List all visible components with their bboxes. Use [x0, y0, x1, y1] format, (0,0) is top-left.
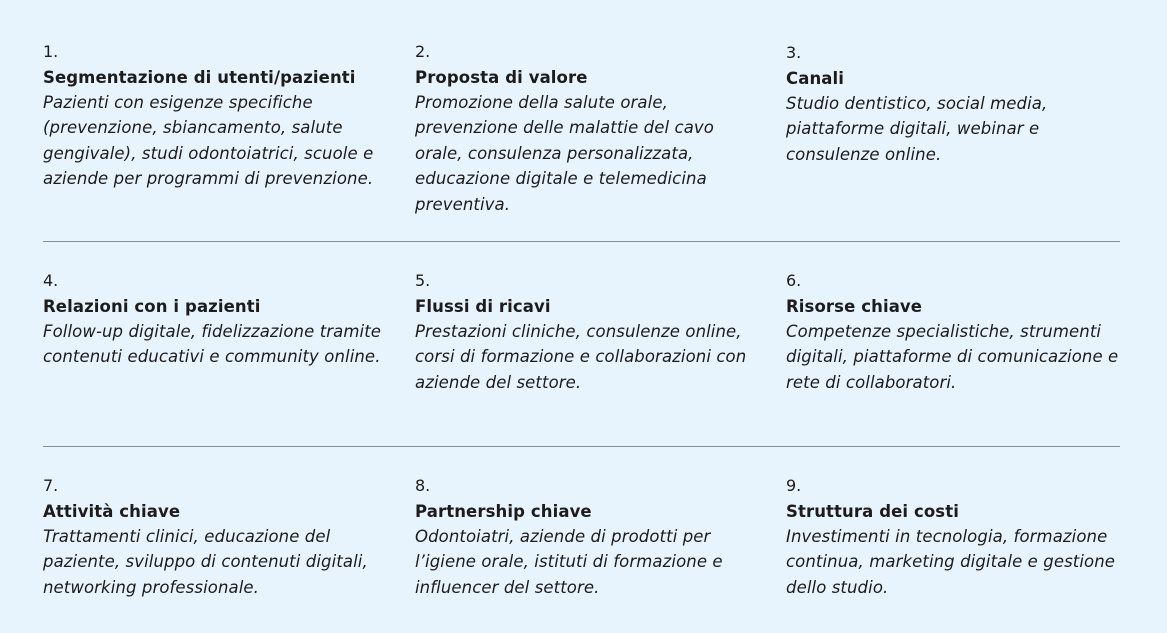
block-title: Relazioni con i pazienti [43, 297, 261, 316]
block-title: Proposta di valore [415, 68, 588, 87]
block-number: 8. [415, 476, 431, 495]
block-number: 6. [786, 271, 802, 290]
block-description: Prestazioni cliniche, consulenze online, corsi di formazione e collaborazioni con aziende del settore. [415, 322, 747, 392]
block-description: Pazienti con esigenze specifiche (prevenzione, sbiancamento, salute gengivale), studi odontoiatrici, scuole e aziende per programmi di prevenzione. [43, 93, 374, 189]
block-relazioni-con-i-pazienti [43, 271, 383, 370]
block-flussi-di-ricavi [415, 271, 755, 395]
block-number: 9. [786, 476, 802, 495]
block-title: Partnership chiave [415, 502, 592, 521]
block-description: Odontoiatri, aziende di prodotti per l’igiene orale, istituti di formazione e influencer del settore. [415, 527, 723, 597]
block-title: Flussi di ricavi [415, 297, 551, 316]
block-number: 2. [415, 42, 431, 61]
block-number: 5. [415, 271, 431, 290]
block-description: Follow-up digitale, fidelizzazione tramite contenuti educativi e community online. [43, 322, 382, 367]
block-number: 3. [786, 43, 802, 62]
row-divider-1 [43, 241, 1120, 242]
block-description: Studio dentistico, social media, piattaforme digitali, webinar e consulenze online. [786, 94, 1048, 164]
block-number: 4. [43, 271, 59, 290]
row-divider-2 [43, 446, 1120, 447]
block-title: Risorse chiave [786, 297, 923, 316]
block-number: 1. [43, 42, 59, 61]
block-title: Canali [786, 69, 845, 88]
block-title: Segmentazione di utenti/pazienti [43, 68, 356, 87]
block-description: Trattamenti clinici, educazione del paziente, sviluppo di contenuti digitali, networking professionale. [43, 527, 368, 597]
block-attivita-chiave [43, 476, 383, 600]
block-proposta-di-valore [415, 42, 755, 217]
block-risorse-chiave [786, 271, 1126, 395]
block-number: 7. [43, 476, 59, 495]
block-description: Investimenti in tecnologia, formazione continua, marketing digitale e gestione dello studio. [786, 527, 1116, 597]
block-description: Competenze specialistiche, strumenti digitali, piattaforme di comunicazione e rete di collaboratori. [786, 322, 1119, 392]
block-struttura-dei-costi [786, 476, 1126, 600]
block-title: Attività chiave [43, 502, 181, 521]
block-canali [786, 43, 1126, 167]
block-description: Promozione della salute orale, prevenzione delle malattie del cavo orale, consulenza personalizzata, educazione digitale e telemedicina preventiva. [415, 93, 714, 214]
block-title: Struttura dei costi [786, 502, 959, 521]
block-partnership-chiave [415, 476, 755, 600]
block-segmentazione [43, 42, 383, 192]
